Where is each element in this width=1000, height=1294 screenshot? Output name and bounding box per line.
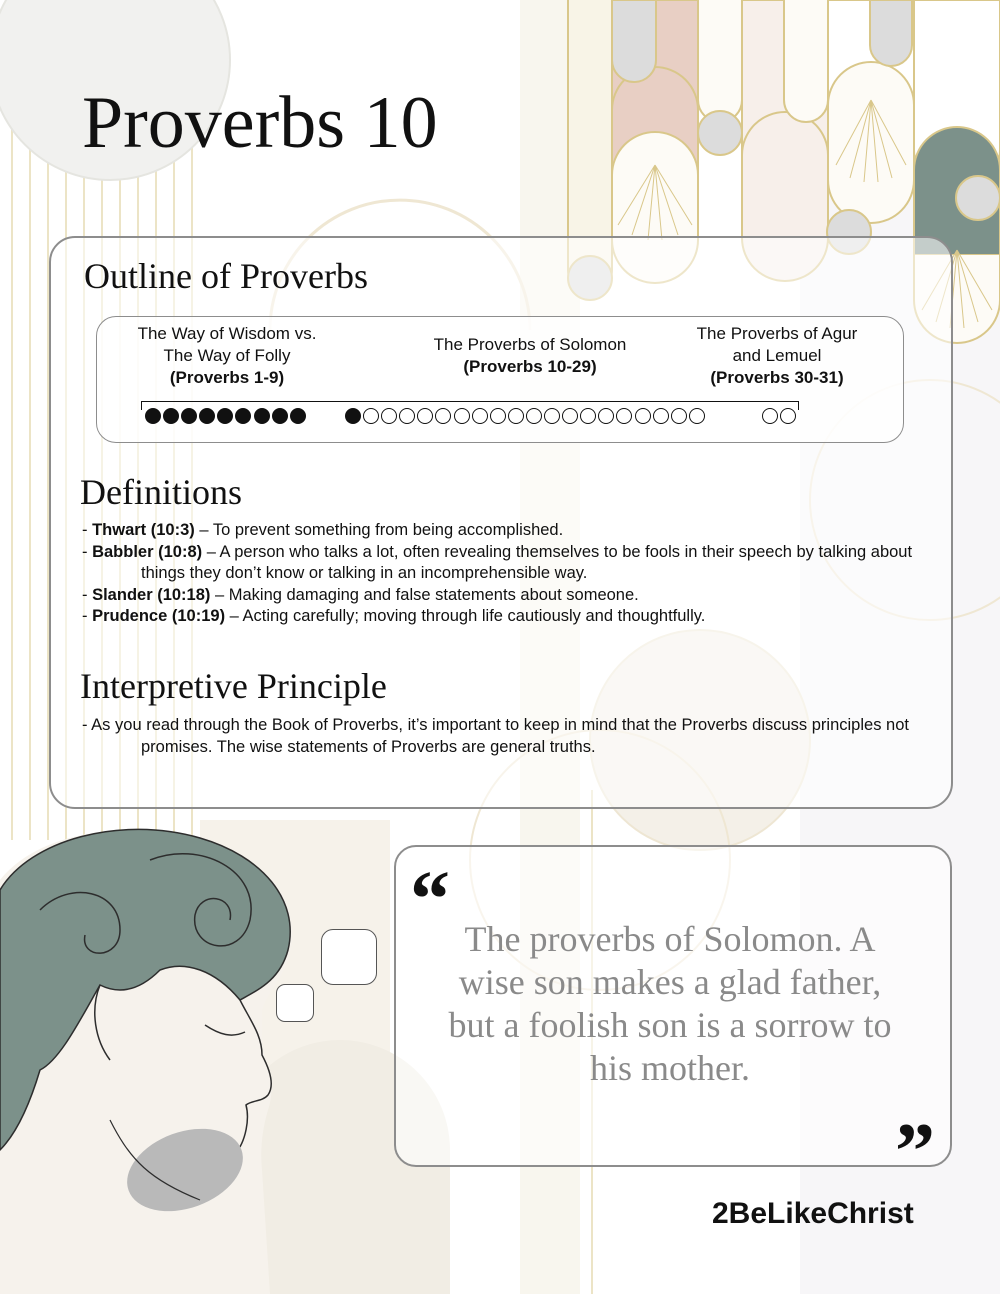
chapter-dot bbox=[689, 408, 705, 424]
quote-text: The proverbs of Solomon. A wise son makes a glad father, but a foolish son is a sorrow to his mother. bbox=[448, 919, 892, 1088]
outline-segment-solomon bbox=[410, 334, 650, 378]
outline-segment-agur bbox=[672, 323, 882, 389]
chapter-dot bbox=[199, 408, 215, 424]
chapter-dot bbox=[163, 408, 179, 424]
thought-bubble-small bbox=[276, 984, 314, 1022]
chapter-dot bbox=[635, 408, 651, 424]
chapter-dot bbox=[381, 408, 397, 424]
chapter-dot bbox=[762, 408, 778, 424]
chapter-dot bbox=[780, 408, 796, 424]
chapter-dot bbox=[671, 408, 687, 424]
chapter-dot bbox=[598, 408, 614, 424]
chapter-dot bbox=[508, 408, 524, 424]
segment-reference: (Proverbs 30-31) bbox=[710, 368, 844, 387]
chapter-dot bbox=[544, 408, 560, 424]
definition-term: Slander (10:18) bbox=[92, 585, 211, 604]
chapter-dot bbox=[363, 408, 379, 424]
definition-text: – To prevent something from being accomplished. bbox=[194, 521, 564, 539]
chapter-dot bbox=[580, 408, 596, 424]
brand-logo-text: 2BeLikeChrist bbox=[712, 1197, 914, 1230]
chapter-dot bbox=[472, 408, 488, 424]
chapter-dot bbox=[526, 408, 542, 424]
segment-line: The Way of Folly bbox=[163, 346, 291, 365]
chapter-dot bbox=[417, 408, 433, 424]
chapter-dot bbox=[454, 408, 470, 424]
close-quote-mark: ” bbox=[895, 1108, 935, 1196]
definition-term: Babbler (10:8) bbox=[92, 542, 203, 561]
definition-item: - Babbler (10:8) – A person who talks a lot, often revealing themselves to be fools in their speech by talking about things they don’t know or talking in an incomprehensible way. bbox=[82, 542, 913, 582]
definition-item: - Slander (10:18) – Making damaging and false statements about someone. bbox=[82, 585, 639, 604]
principle-list bbox=[82, 715, 932, 758]
definition-item: - Prudence (10:19) – Acting carefully; moving through life cautiously and thoughtfully. bbox=[82, 607, 706, 625]
chapter-dot bbox=[562, 408, 578, 424]
thought-bubble-large bbox=[321, 929, 377, 985]
segment-line: The Way of Wisdom vs. bbox=[137, 324, 317, 343]
open-quote-mark: “ bbox=[410, 856, 450, 944]
chapter-dot bbox=[490, 408, 506, 424]
page-title: Proverbs 10 bbox=[82, 82, 438, 164]
chapter-dot bbox=[145, 408, 161, 424]
chapter-dots-group-3 bbox=[762, 406, 798, 426]
segment-line: The Proverbs of Agur bbox=[696, 324, 858, 343]
thinking-man-illustration bbox=[0, 820, 390, 1294]
definition-text: – A person who talks a lot, often revealing themselves to be fools in their speech by talking about things they don’t know or talking in an incomprehensible way. bbox=[141, 542, 913, 582]
chapter-dot bbox=[399, 408, 415, 424]
chapter-dot bbox=[272, 408, 288, 424]
chapter-dot bbox=[290, 408, 306, 424]
outline-heading: Outline of Proverbs bbox=[84, 256, 368, 296]
definition-text: – Making damaging and false statements about someone. bbox=[210, 585, 639, 604]
chapter-dot bbox=[235, 408, 251, 424]
chapter-dot bbox=[217, 408, 233, 424]
chapter-dot bbox=[345, 408, 361, 424]
definition-text: – Acting carefully; moving through life cautiously and thoughtfully. bbox=[225, 607, 706, 625]
definitions-heading: Definitions bbox=[80, 472, 242, 512]
chapter-dot bbox=[181, 408, 197, 424]
outline-segment-wisdom bbox=[112, 323, 342, 389]
chapter-dot bbox=[435, 408, 451, 424]
segment-reference: (Proverbs 10-29) bbox=[463, 357, 597, 376]
definition-term: Thwart (10:3) bbox=[92, 521, 195, 539]
definition-term: Prudence (10:19) bbox=[92, 607, 226, 625]
definitions-list bbox=[82, 520, 932, 628]
principle-item: - As you read through the Book of Proverbs, it’s important to keep in mind that the Proverbs discuss principles not promises. The wise statements of Proverbs are general truths. bbox=[82, 716, 909, 756]
principle-text: As you read through the Book of Proverbs, it’s important to keep in mind that the Proverbs discuss principles not promises. The wise statements of Proverbs are general truths. bbox=[91, 716, 909, 756]
chapter-dot bbox=[653, 408, 669, 424]
chapter-dots-group-1 bbox=[145, 406, 308, 426]
definition-item: - Thwart (10:3) – To prevent something from being accomplished. bbox=[82, 521, 564, 539]
principle-heading: Interpretive Principle bbox=[80, 666, 387, 706]
segment-line: and Lemuel bbox=[732, 346, 822, 365]
chapter-dot bbox=[254, 408, 270, 424]
chapter-dots-group-2 bbox=[345, 406, 707, 426]
segment-line: The Proverbs of Solomon bbox=[433, 335, 627, 354]
segment-reference: (Proverbs 1-9) bbox=[169, 368, 285, 387]
chapter-dot bbox=[616, 408, 632, 424]
